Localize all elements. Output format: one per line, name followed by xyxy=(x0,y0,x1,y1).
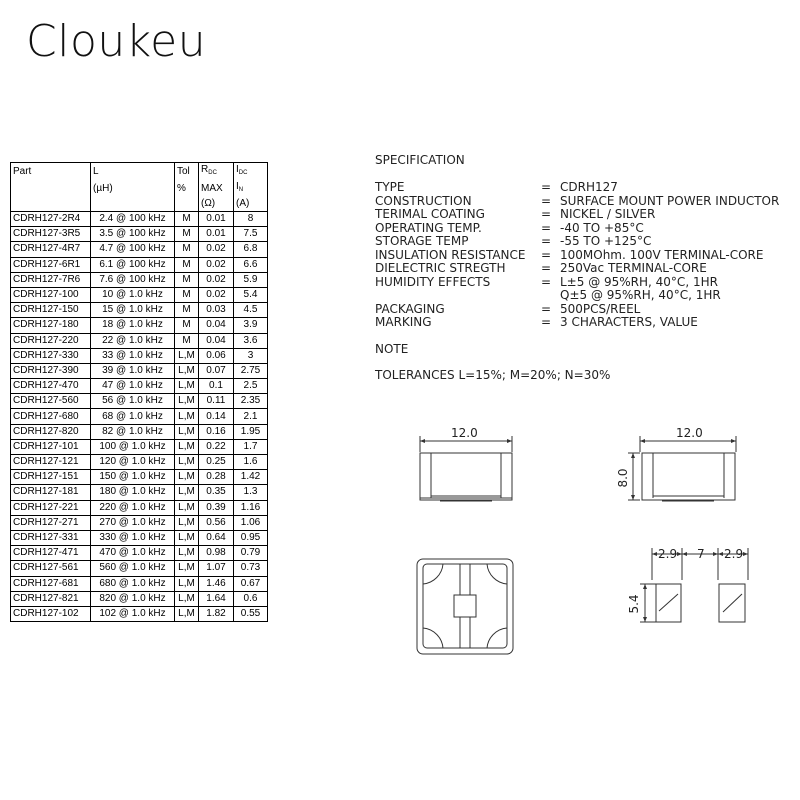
arrowhead xyxy=(420,439,425,443)
arrowhead xyxy=(652,552,657,556)
tolerance-cell: M xyxy=(175,333,199,348)
inductance-cell: 82 @ 1.0 kHz xyxy=(91,424,175,439)
header-rdc-symbol: R xyxy=(201,164,209,175)
arrowhead xyxy=(507,439,512,443)
current-rating-cell: 3.9 xyxy=(234,318,268,333)
part-number-cell: CDRH127-820 xyxy=(11,424,91,439)
part-number-cell: CDRH127-560 xyxy=(11,394,91,409)
inductance-cell: 3.5 @ 100 kHz xyxy=(91,227,175,242)
part-number-cell: CDRH127-390 xyxy=(11,363,91,378)
current-rating-cell: 0.67 xyxy=(234,576,268,591)
side-width-label: 12.0 xyxy=(676,426,703,440)
header-part: Part xyxy=(11,163,91,181)
rdc-max-cell: 0.02 xyxy=(199,257,234,272)
current-rating-cell: 1.42 xyxy=(234,470,268,485)
header-in-sub: N xyxy=(238,187,244,193)
tolerance-cell: M xyxy=(175,227,199,242)
current-rating-cell: 3.6 xyxy=(234,333,268,348)
spec-value: 100MOhm. 100V TERMINAL-CORE xyxy=(560,247,764,262)
arrowhead xyxy=(643,617,647,622)
arrowhead xyxy=(631,453,635,458)
spec-key: CONSTRUCTION xyxy=(375,193,472,208)
part-number-cell: CDRH127-681 xyxy=(11,576,91,591)
part-number-cell: CDRH127-680 xyxy=(11,409,91,424)
part-number-cell: CDRH127-7R6 xyxy=(11,272,91,287)
rdc-max-cell: 0.28 xyxy=(199,470,234,485)
inductance-cell: 22 @ 1.0 kHz xyxy=(91,333,175,348)
top-corner-arc xyxy=(423,628,443,648)
current-rating-cell: 1.6 xyxy=(234,455,268,470)
inductance-cell: 7.6 @ 100 kHz xyxy=(91,272,175,287)
current-rating-cell: 2.35 xyxy=(234,394,268,409)
header-l: L xyxy=(91,163,175,181)
rdc-max-cell: 0.06 xyxy=(199,348,234,363)
rdc-max-cell: 0.02 xyxy=(199,272,234,287)
spec-key: OPERATING TEMP. xyxy=(375,220,482,235)
spec-key: DIELECTRIC STREGTH xyxy=(375,261,506,275)
inductance-cell: 150 @ 1.0 kHz xyxy=(91,470,175,485)
current-rating-cell: 1.06 xyxy=(234,515,268,530)
current-rating-cell: 8 xyxy=(234,212,268,227)
inductance-cell: 560 @ 1.0 kHz xyxy=(91,561,175,576)
front-body xyxy=(420,453,512,500)
inductance-cell: 68 @ 1.0 kHz xyxy=(91,409,175,424)
rdc-max-cell: 1.46 xyxy=(199,576,234,591)
current-rating-cell: 5.4 xyxy=(234,287,268,302)
rdc-max-cell: 0.04 xyxy=(199,318,234,333)
part-number-cell: CDRH127-101 xyxy=(11,439,91,454)
current-rating-cell: 1.3 xyxy=(234,485,268,500)
part-number-cell: CDRH127-470 xyxy=(11,379,91,394)
land-pad-hatch xyxy=(659,594,678,611)
current-rating-cell: 6.6 xyxy=(234,257,268,272)
header-idc-sub: DC xyxy=(238,170,248,176)
rdc-max-cell: 0.01 xyxy=(199,227,234,242)
part-number-cell: CDRH127-220 xyxy=(11,333,91,348)
inductance-cell: 470 @ 1.0 kHz xyxy=(91,546,175,561)
rdc-max-cell: 0.04 xyxy=(199,333,234,348)
inductance-cell: 18 @ 1.0 kHz xyxy=(91,318,175,333)
spec-key: INSULATION RESISTANCE xyxy=(375,247,526,262)
rdc-max-cell: 0.56 xyxy=(199,515,234,530)
inductance-cell: 15 @ 1.0 kHz xyxy=(91,303,175,318)
tolerance-cell: L,M xyxy=(175,409,199,424)
top-corner-arc xyxy=(487,628,507,648)
top-inner-body xyxy=(423,564,507,648)
tolerance-cell: L,M xyxy=(175,485,199,500)
tolerance-cell: L,M xyxy=(175,576,199,591)
current-rating-cell: 2.75 xyxy=(234,363,268,378)
spec-value: -55 TO +125°C xyxy=(560,234,652,248)
part-number-cell: CDRH127-121 xyxy=(11,455,91,470)
tolerance-cell: L,M xyxy=(175,455,199,470)
arrowhead xyxy=(640,439,645,443)
tolerance-cell: L,M xyxy=(175,424,199,439)
spec-key: STORAGE TEMP xyxy=(375,234,469,248)
part-number-cell: CDRH127-821 xyxy=(11,591,91,606)
brand-logo-text: Cloukeu xyxy=(26,16,207,67)
spec-value: NICKEL / SILVER xyxy=(560,207,656,221)
spec-value: L±5 @ 95%RH, 40°C, 1HR xyxy=(560,274,718,289)
inductance-cell: 220 @ 1.0 kHz xyxy=(91,500,175,515)
land-pad-hatch xyxy=(723,594,742,612)
header-tol-unit: % xyxy=(175,180,199,197)
part-number-cell: CDRH127-4R7 xyxy=(11,242,91,257)
header-rdc-sub: DC xyxy=(208,170,217,176)
front-view-drawing xyxy=(420,426,512,501)
tolerances-text: TOLERANCES L=15%; M=20%; N=30% xyxy=(375,368,611,382)
rdc-max-cell: 0.07 xyxy=(199,363,234,378)
part-number-cell: CDRH127-150 xyxy=(11,303,91,318)
current-rating-cell: 7.5 xyxy=(234,227,268,242)
spec-value: SURFACE MOUNT POWER INDUCTOR xyxy=(560,193,780,208)
spec-key: TERIMAL COATING xyxy=(375,207,485,221)
side-height-label: 8.0 xyxy=(616,468,630,488)
land-pad-left-label: 2.9 xyxy=(658,547,678,561)
spec-value: CDRH127 xyxy=(560,180,618,194)
spec-equals: = xyxy=(541,193,552,208)
tolerance-cell: M xyxy=(175,242,199,257)
current-rating-cell: 6.8 xyxy=(234,242,268,257)
rdc-max-cell: 0.03 xyxy=(199,303,234,318)
spec-value: 250Vac TERMINAL-CORE xyxy=(560,261,707,275)
current-rating-cell: 0.73 xyxy=(234,561,268,576)
arrowhead xyxy=(743,552,748,556)
tolerance-cell: L,M xyxy=(175,606,199,621)
inductance-cell: 4.7 @ 100 kHz xyxy=(91,242,175,257)
arrowhead xyxy=(631,495,635,500)
inductance-cell: 820 @ 1.0 kHz xyxy=(91,591,175,606)
part-number-cell: CDRH127-180 xyxy=(11,318,91,333)
spec-equals: = xyxy=(541,315,552,329)
part-number-cell: CDRH127-3R5 xyxy=(11,227,91,242)
spec-value: -40 TO +85°C xyxy=(560,220,644,235)
arrowhead xyxy=(731,439,736,443)
rdc-max-cell: 0.02 xyxy=(199,242,234,257)
header-rdc-max: MAX xyxy=(199,180,234,197)
part-number-cell: CDRH127-181 xyxy=(11,485,91,500)
inductance-cell: 330 @ 1.0 kHz xyxy=(91,530,175,545)
spec-equals: = xyxy=(541,234,552,248)
inductance-cell: 180 @ 1.0 kHz xyxy=(91,485,175,500)
spec-value: Q±5 @ 95%RH, 40°C, 1HR xyxy=(560,288,721,302)
inductance-cell: 120 @ 1.0 kHz xyxy=(91,455,175,470)
side-body xyxy=(642,453,735,500)
rdc-max-cell: 0.14 xyxy=(199,409,234,424)
spec-equals: = xyxy=(541,207,552,221)
front-width-label: 12.0 xyxy=(451,426,478,440)
inductance-cell: 6.1 @ 100 kHz xyxy=(91,257,175,272)
arrowhead xyxy=(713,552,718,556)
top-view-drawing xyxy=(417,559,513,654)
land-pad-right-label: 2.9 xyxy=(724,547,744,561)
tolerance-cell: M xyxy=(175,257,199,272)
rdc-max-cell: 0.25 xyxy=(199,455,234,470)
rdc-max-cell: 0.1 xyxy=(199,379,234,394)
current-rating-cell: 0.95 xyxy=(234,530,268,545)
current-rating-cell: 0.55 xyxy=(234,606,268,621)
tolerance-cell: M xyxy=(175,287,199,302)
current-rating-cell: 5.9 xyxy=(234,272,268,287)
header-idc-symbol: I xyxy=(236,164,239,175)
current-rating-cell: 3 xyxy=(234,348,268,363)
rdc-max-cell: 0.64 xyxy=(199,530,234,545)
spec-equals: = xyxy=(541,301,552,316)
spec-equals: = xyxy=(541,220,552,235)
tolerance-cell: L,M xyxy=(175,348,199,363)
tolerance-cell: L,M xyxy=(175,379,199,394)
inductance-cell: 39 @ 1.0 kHz xyxy=(91,363,175,378)
rdc-max-cell: 0.22 xyxy=(199,439,234,454)
header-idc-unit: (A) xyxy=(234,197,268,212)
inductance-cell: 56 @ 1.0 kHz xyxy=(91,394,175,409)
inductance-cell: 47 @ 1.0 kHz xyxy=(91,379,175,394)
spec-equals: = xyxy=(541,180,552,194)
tolerance-cell: L,M xyxy=(175,546,199,561)
tolerance-cell: M xyxy=(175,272,199,287)
part-number-cell: CDRH127-561 xyxy=(11,561,91,576)
inductance-cell: 270 @ 1.0 kHz xyxy=(91,515,175,530)
current-rating-cell: 0.79 xyxy=(234,546,268,561)
spec-equals: = xyxy=(541,261,552,275)
part-number-cell: CDRH127-100 xyxy=(11,287,91,302)
tolerance-cell: L,M xyxy=(175,363,199,378)
land-height-label: 5.4 xyxy=(627,594,641,614)
current-rating-cell: 1.7 xyxy=(234,439,268,454)
inductance-cell: 100 @ 1.0 kHz xyxy=(91,439,175,454)
header-rdc-unit: (Ω) xyxy=(199,197,234,212)
part-number-cell: CDRH127-331 xyxy=(11,530,91,545)
inductance-cell: 680 @ 1.0 kHz xyxy=(91,576,175,591)
spec-title: SPECIFICATION xyxy=(375,153,465,167)
rdc-max-cell: 1.07 xyxy=(199,561,234,576)
side-view-drawing xyxy=(616,426,736,501)
tolerance-cell: M xyxy=(175,318,199,333)
arrowhead xyxy=(677,552,682,556)
top-corner-arc xyxy=(423,564,443,584)
top-corner-arc xyxy=(487,564,507,584)
spec-key: MARKING xyxy=(375,315,432,329)
part-number-cell: CDRH127-221 xyxy=(11,500,91,515)
spec-equals: = xyxy=(541,274,552,289)
rdc-max-cell: 1.82 xyxy=(199,606,234,621)
spec-value: 3 CHARACTERS, VALUE xyxy=(560,315,698,329)
current-rating-cell: 2.5 xyxy=(234,379,268,394)
tolerance-cell: L,M xyxy=(175,470,199,485)
rdc-max-cell: 0.11 xyxy=(199,394,234,409)
tolerance-cell: L,M xyxy=(175,515,199,530)
current-rating-cell: 0.6 xyxy=(234,591,268,606)
header-tol: Tol xyxy=(175,163,199,181)
arrowhead xyxy=(718,552,723,556)
spec-key: PACKAGING xyxy=(375,301,445,316)
arrowhead xyxy=(643,584,647,589)
header-in-symbol: I xyxy=(236,181,239,192)
spec-key: TYPE xyxy=(375,180,405,194)
land-gap-label: 7 xyxy=(697,547,705,561)
top-outer-body xyxy=(417,559,513,654)
part-number-cell: CDRH127-330 xyxy=(11,348,91,363)
tolerance-cell: L,M xyxy=(175,500,199,515)
part-number-cell: CDRH127-471 xyxy=(11,546,91,561)
rdc-max-cell: 0.02 xyxy=(199,287,234,302)
rdc-max-cell: 0.39 xyxy=(199,500,234,515)
note-heading: NOTE xyxy=(375,342,409,356)
top-center-slot xyxy=(454,595,476,617)
part-number-cell: CDRH127-6R1 xyxy=(11,257,91,272)
tolerance-cell: L,M xyxy=(175,394,199,409)
inductance-cell: 33 @ 1.0 kHz xyxy=(91,348,175,363)
inductance-cell: 10 @ 1.0 kHz xyxy=(91,287,175,302)
inductance-cell: 2.4 @ 100 kHz xyxy=(91,212,175,227)
inductance-cell: 102 @ 1.0 kHz xyxy=(91,606,175,621)
current-rating-cell: 1.16 xyxy=(234,500,268,515)
current-rating-cell: 4.5 xyxy=(234,303,268,318)
spec-key: HUMIDITY EFFECTS xyxy=(375,274,491,289)
rdc-max-cell: 0.01 xyxy=(199,212,234,227)
current-rating-cell: 1.95 xyxy=(234,424,268,439)
tolerance-cell: L,M xyxy=(175,561,199,576)
part-number-cell: CDRH127-151 xyxy=(11,470,91,485)
spec-equals: = xyxy=(541,247,552,262)
rdc-max-cell: 0.98 xyxy=(199,546,234,561)
part-number-cell: CDRH127-102 xyxy=(11,606,91,621)
spec-value: 500PCS/REEL xyxy=(560,301,641,316)
tolerance-cell: M xyxy=(175,303,199,318)
current-rating-cell: 2.1 xyxy=(234,409,268,424)
tolerance-cell: L,M xyxy=(175,439,199,454)
header-l-unit: (µH) xyxy=(91,180,175,197)
rdc-max-cell: 0.16 xyxy=(199,424,234,439)
land-pattern-drawing xyxy=(627,547,748,622)
part-number-cell: CDRH127-271 xyxy=(11,515,91,530)
tolerance-cell: L,M xyxy=(175,591,199,606)
tolerance-cell: L,M xyxy=(175,530,199,545)
tolerance-cell: M xyxy=(175,212,199,227)
rdc-max-cell: 0.35 xyxy=(199,485,234,500)
rdc-max-cell: 1.64 xyxy=(199,591,234,606)
arrowhead xyxy=(682,552,687,556)
part-number-cell: CDRH127-2R4 xyxy=(11,212,91,227)
